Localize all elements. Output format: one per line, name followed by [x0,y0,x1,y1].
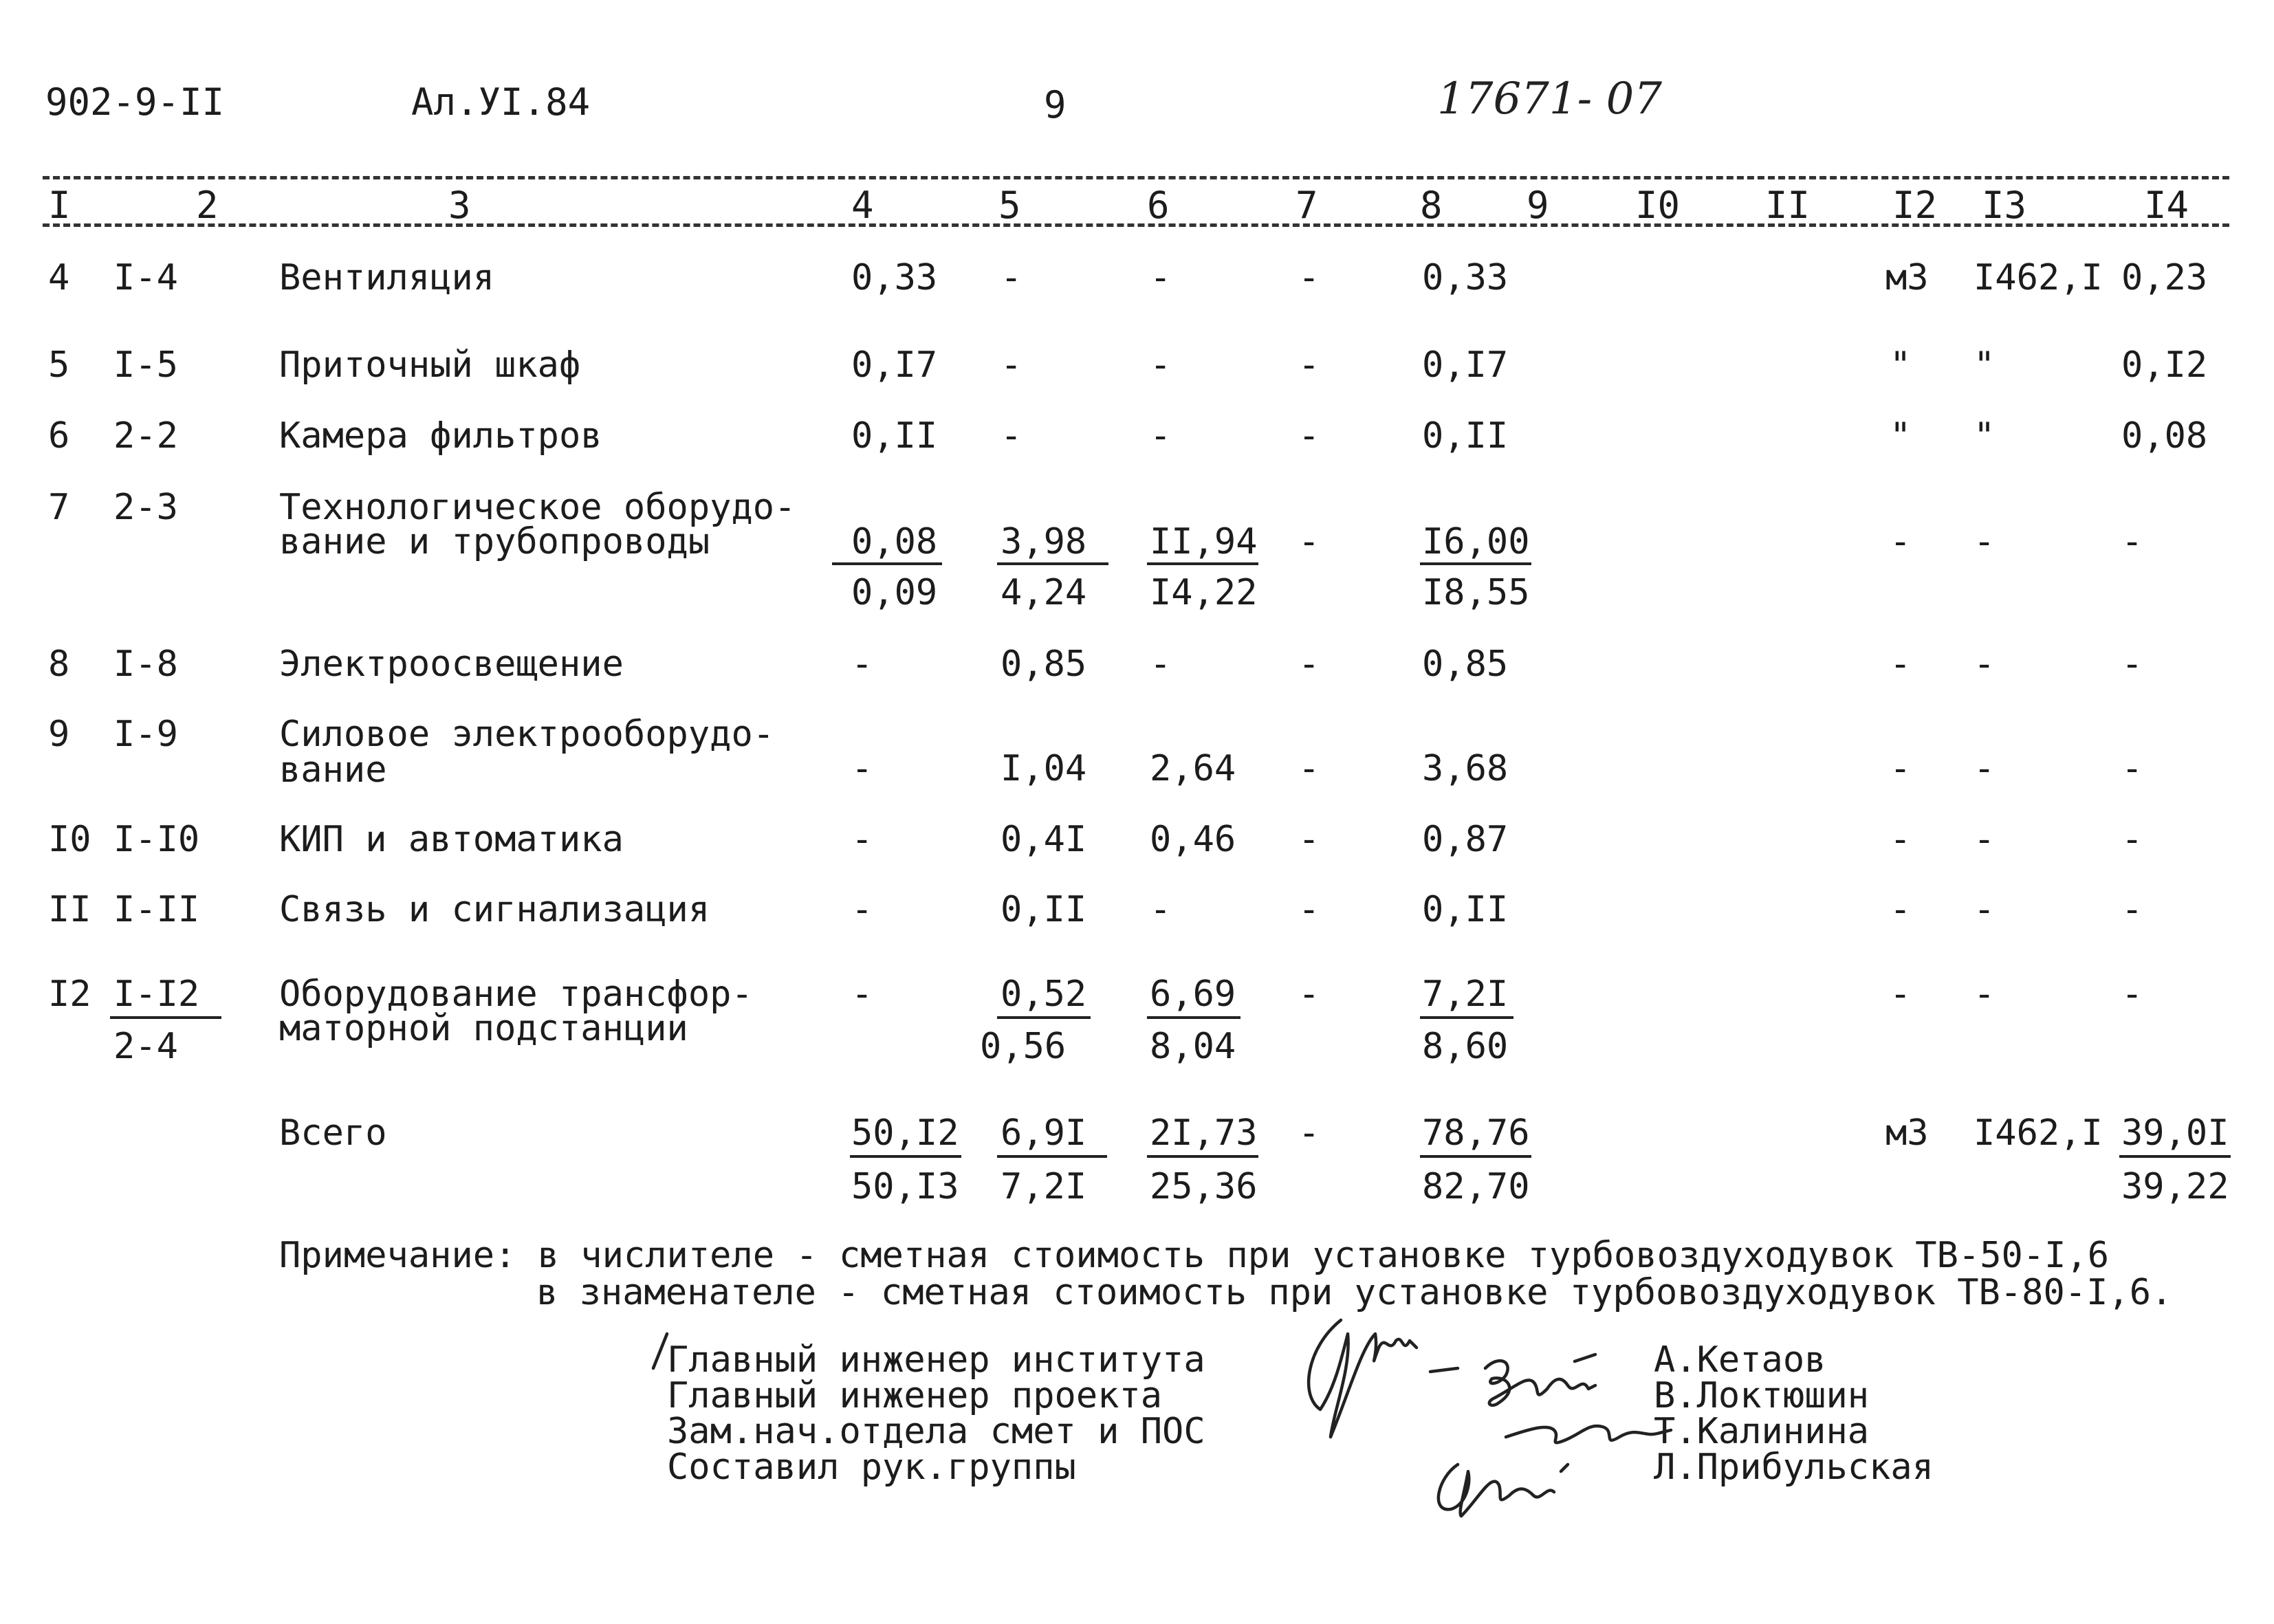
cell-col8: 0,I7 [1422,344,1509,386]
cell-col6-numerator: II,94 [1150,521,1258,562]
cell-col13: - [1974,819,1996,860]
cell-col12: - [1890,644,1912,685]
cell-col13: - [1974,748,1996,789]
cell-col13: - [1974,974,1996,1015]
document-code: 902-9-II [45,80,225,124]
cell-col5: - [1001,415,1023,457]
total-label: Всего [279,1112,387,1154]
signatory-name: В.Локтюшин [1654,1375,1870,1416]
cell-col5-numerator: 3,98 [1001,521,1087,562]
cell-col14: - [2121,644,2143,685]
cell-col6-denominator: 8,04 [1150,1026,1236,1067]
column-header: 7 [1295,184,1318,227]
signatory-name: А.Кетаов [1654,1339,1826,1381]
cell-col5-denominator: 0,56 [980,1026,1067,1067]
row-name: маторной подстанции [279,1008,688,1049]
cell-col4-numerator: 0,08 [851,521,938,562]
cell-col5: - [1001,257,1023,298]
cell-col5-numerator: 0,52 [1001,974,1087,1015]
cell-col4: - [851,819,873,860]
cell-col5-denominator: 4,24 [1001,572,1087,613]
total-col14-numerator: 39,0I [2121,1112,2229,1154]
fraction-bar [1147,562,1258,565]
column-header: II [1765,184,1811,227]
total-col14-denominator: 39,22 [2121,1166,2229,1207]
total-col4-numerator: 50,I2 [851,1112,959,1154]
total-col6-numerator: 2I,73 [1150,1112,1258,1154]
fraction-bar [832,562,942,565]
row-name: КИП и автоматика [279,819,624,860]
fraction-bar [1147,1016,1240,1019]
cell-col8: 0,33 [1422,257,1509,298]
column-header: 4 [851,184,874,227]
row-number: I2 [48,974,91,1015]
fraction-bar [850,1155,961,1158]
row-number: 5 [48,344,70,386]
cell-col14: 0,23 [2121,257,2208,298]
signatory-name: Т.Калинина [1654,1411,1870,1452]
cell-col12: - [1890,889,1912,930]
cell-col7: - [1298,344,1320,386]
cell-col4: 0,33 [851,257,938,298]
cell-col4: - [851,748,873,789]
column-header: I2 [1892,184,1938,227]
fraction-bar [2119,1155,2231,1158]
row-number: 6 [48,415,70,457]
cell-col8: 3,68 [1422,748,1509,789]
cell-col8: 0,87 [1422,819,1509,860]
row-number: I0 [48,819,91,860]
fraction-bar [997,562,1108,565]
cell-col12: - [1890,819,1912,860]
album-reference: Ал.УI.84 [411,80,591,124]
column-header: 8 [1420,184,1443,227]
row-name: Вентиляция [279,257,495,298]
cell-col7: - [1298,748,1320,789]
cell-col8: 0,II [1422,415,1509,457]
row-name: Камера фильтров [279,415,602,457]
column-header: 9 [1527,184,1549,227]
signatory-position: Главный инженер проекта [667,1375,1163,1416]
page-number: 9 [1044,83,1067,127]
cell-col5: - [1001,344,1023,386]
note-line-denominator: в знаменателе - сметная стоимость при установке турбовоздуходувок ТВ-80-I,6. [536,1272,2173,1313]
cell-col8-denominator: 8,60 [1422,1026,1509,1067]
cell-col12: - [1890,521,1912,562]
total-col4-denominator: 50,I3 [851,1166,959,1207]
cell-col12: - [1890,748,1912,789]
row-name: вание [279,749,387,791]
row-reference: I-4 [113,257,178,298]
row-name: Оборудование трансфор- [279,974,753,1015]
cell-col13: " [1974,344,1996,386]
column-header: I [48,184,71,227]
row-reference: 2-2 [113,415,178,457]
row-number: 9 [48,714,70,755]
cell-col14: 0,08 [2121,415,2208,457]
row-name: вание и трубопроводы [279,521,710,562]
cell-col4: - [851,974,873,1015]
total-col5-denominator: 7,2I [1001,1166,1087,1207]
cell-col8-denominator: I8,55 [1422,572,1530,613]
row-reference: I-I0 [113,819,200,860]
cell-col7: - [1298,974,1320,1015]
row-number: II [48,889,91,930]
handwritten-tick-mark [646,1330,674,1372]
cell-col13: - [1974,644,1996,685]
cell-col7: - [1298,819,1320,860]
column-header: 2 [196,184,219,227]
signatory-name: Л.Прибульская [1654,1447,1934,1488]
cell-col12: " [1890,344,1912,386]
fraction-bar [1420,1155,1531,1158]
fraction-bar [997,1155,1107,1158]
cell-col7: - [1298,889,1320,930]
total-col5-numerator: 6,9I [1001,1112,1087,1154]
cell-col4: - [851,644,873,685]
cell-col12: - [1890,974,1912,1015]
cell-col7: - [1298,257,1320,298]
cell-col4: 0,II [851,415,938,457]
cell-col5: 0,II [1001,889,1087,930]
column-header: I0 [1635,184,1681,227]
row-reference: I-8 [113,644,178,685]
row-name: Силовое электрооборудо- [279,714,775,755]
cell-col12: м3 [1885,257,1929,298]
cell-col6-denominator: I4,22 [1150,572,1258,613]
cell-col7: - [1298,415,1320,457]
cell-col14: 0,I2 [2121,344,2208,386]
row-reference: I-5 [113,344,178,386]
signature-pribulskaya [1430,1444,1588,1519]
row-name: Технологическое оборудо- [279,487,796,528]
fraction-bar [1420,562,1531,565]
cell-col7: - [1298,521,1320,562]
signatory-position: Главный инженер института [667,1339,1205,1381]
cell-col6-numerator: 6,69 [1150,974,1236,1015]
column-header: I3 [1982,184,2027,227]
cell-col8: 0,II [1422,889,1509,930]
fraction-bar [110,1016,221,1019]
cell-col14: - [2121,889,2143,930]
note-line-numerator: Примечание: в числителе - сметная стоимость при установке турбовоздуходувок ТВ-50-I,6 [279,1235,2110,1276]
cell-col6: 2,64 [1150,748,1236,789]
cell-col6: - [1150,257,1172,298]
row-number: 4 [48,257,70,298]
row-reference: I-9 [113,714,178,755]
column-header: 3 [448,184,471,227]
total-col7: - [1298,1112,1320,1154]
cell-col5: 0,4I [1001,819,1087,860]
total-col8-numerator: 78,76 [1422,1112,1530,1154]
cell-col5: I,04 [1001,748,1087,789]
cell-col7: - [1298,644,1320,685]
row-reference: 2-3 [113,487,178,528]
cell-col4: - [851,889,873,930]
row-reference: I-II [113,889,200,930]
fraction-bar [1420,1016,1513,1019]
cell-col13: I462,I [1974,257,2103,298]
fraction-bar [997,1016,1091,1019]
cell-col14: - [2121,819,2143,860]
cell-col6: - [1150,889,1172,930]
inventory-number: 17671- 07 [1437,74,1662,124]
cell-col8-numerator: 7,2I [1422,974,1509,1015]
cell-col14: - [2121,748,2143,789]
total-col13: I462,I [1974,1112,2103,1154]
cell-col14: - [2121,974,2143,1015]
cell-col5: 0,85 [1001,644,1087,685]
row-reference-denominator: 2-4 [113,1026,178,1067]
row-name: Электроосвещение [279,644,624,685]
column-header: 6 [1147,184,1170,227]
total-col8-denominator: 82,70 [1422,1166,1530,1207]
cell-col4-denominator: 0,09 [851,572,938,613]
total-col12: м3 [1885,1112,1929,1154]
cell-col6: - [1150,415,1172,457]
cell-col8: 0,85 [1422,644,1509,685]
row-number: 8 [48,644,70,685]
cell-col6: 0,46 [1150,819,1236,860]
cell-col13: - [1974,889,1996,930]
cell-col6: - [1150,344,1172,386]
row-name: Приточный шкаф [279,344,581,386]
signatory-position: Составил рук.группы [667,1447,1076,1488]
fraction-bar [1147,1155,1258,1158]
column-header: I4 [2144,184,2189,227]
signatory-position: Зам.нач.отдела смет и ПОС [667,1411,1205,1452]
total-col6-denominator: 25,36 [1150,1166,1258,1207]
row-number: 7 [48,487,70,528]
cell-col8-numerator: I6,00 [1422,521,1530,562]
cell-col13: " [1974,415,1996,457]
row-name: Связь и сигнализация [279,889,710,930]
cell-col12: " [1890,415,1912,457]
cell-col14: - [2121,521,2143,562]
column-header: 5 [998,184,1021,227]
cell-col6: - [1150,644,1172,685]
signature-ketaov [1293,1306,1472,1444]
cell-col13: - [1974,521,1996,562]
cell-col4: 0,I7 [851,344,938,386]
row-reference-numerator: I-I2 [113,974,200,1015]
header-top-rule [43,176,2229,179]
